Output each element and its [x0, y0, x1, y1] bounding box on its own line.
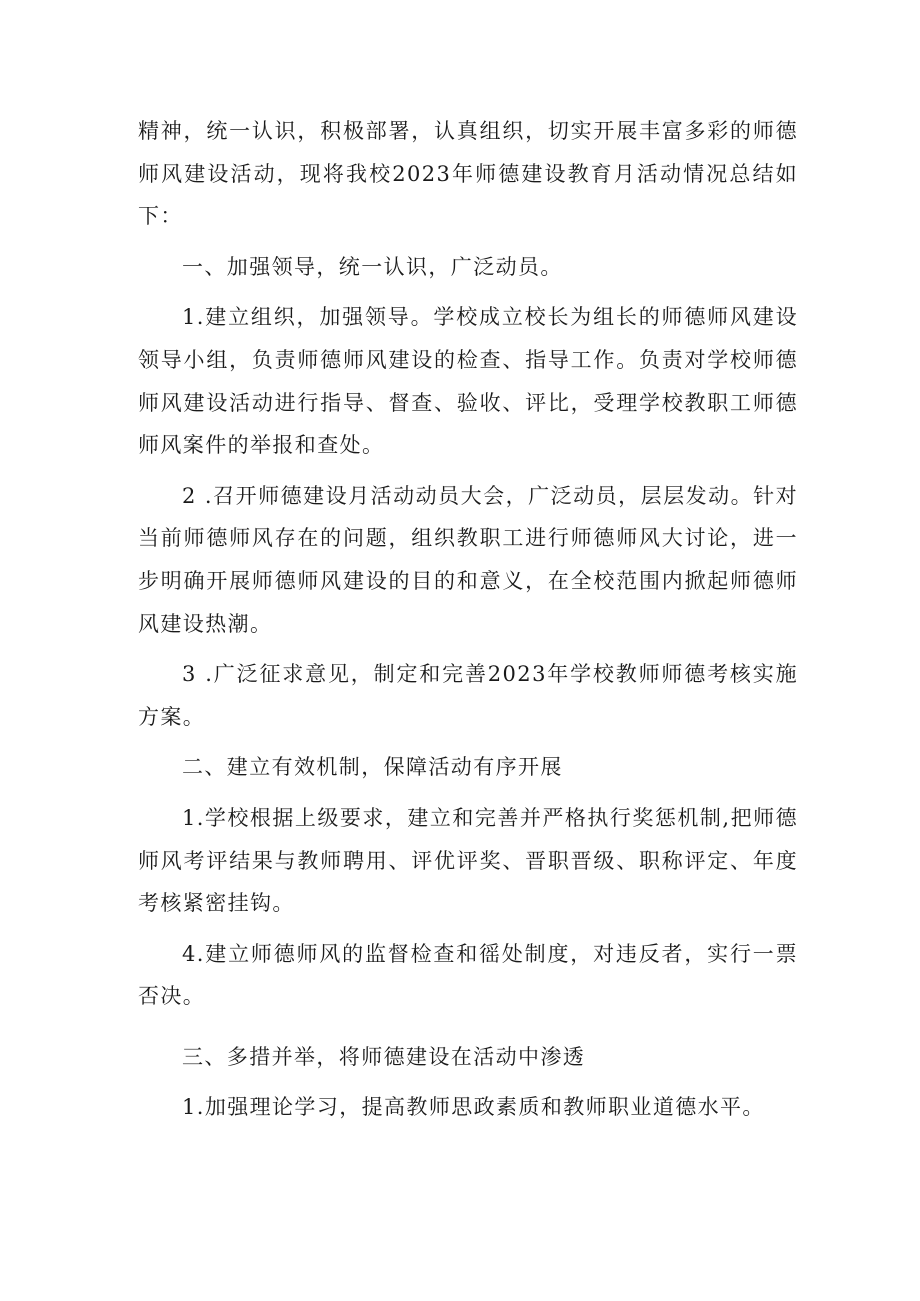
paragraph-2-4: 4.建立师德师风的监督检查和徭处制度，对违反者，实行一票否决。 — [138, 941, 798, 1009]
paragraph-1-1: 1.建立组织，加强领导。学校成立校长为组长的师德师风建设领导小组，负责师德师风建设的检查、指导工作。负责对学校师德师风建设活动进行指导、督查、验收、评比，受理学校教职工师德师风案件的举报和查处。 — [138, 305, 798, 458]
section-heading-3: 三、多措并举，将师德建设在活动中渗透 — [182, 1044, 586, 1069]
section-heading-2: 二、建立有效机制，保障活动有序开展 — [182, 755, 563, 780]
paragraph-2-1: 1.学校根据上级要求，建立和完善并严格执行奖惩机制,把师德师风考评结果与教师聘用、评优评奖、晋职晋级、职称评定、年度考核紧密挂钩。 — [138, 805, 798, 916]
paragraph-intro-continuation: 精神，统一认识，积极部署，认真组织，切实开展丰富多彩的师德师风建设活动，现将我校2023年师德建设教育月活动情况总结如下： — [138, 119, 798, 229]
document-body — [138, 110, 798, 1129]
section-heading-1: 一、加强领导，统一认识，广泛动员。 — [182, 254, 563, 279]
paragraph-3-1: 1.加强理论学习，提高教师思政素质和教师职业道德水平。 — [182, 1095, 765, 1120]
paragraph-1-2: 2 .召开师德建设月活动动员大会，广泛动员，层层发动。针对当前师德师风存在的问题，组织教职工进行师德师风大讨论，进一步明确开展师德师风建设的目的和意义，在全校范围内掀起师德师风建设热潮。 — [138, 483, 798, 636]
paragraph-1-3: 3 .广泛征求意见，制定和完善2023年学校教师师德考核实施方案。 — [138, 662, 798, 729]
